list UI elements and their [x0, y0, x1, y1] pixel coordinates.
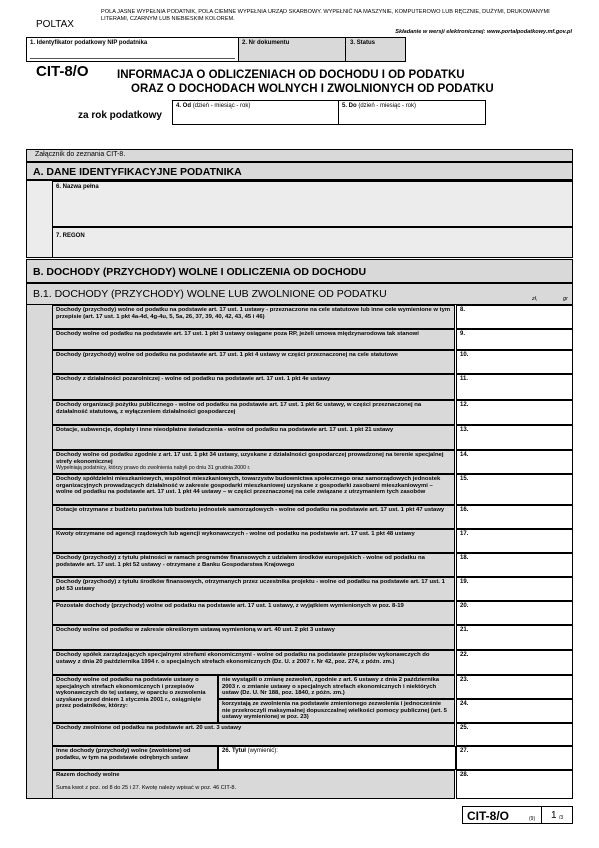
- footer-page-box: [541, 806, 573, 824]
- status-label: 3. Status: [350, 40, 376, 46]
- b1-row-value-field[interactable]: [456, 450, 573, 474]
- b1-row-description: Dochody (przychody) z tytułu środków finansowych, otrzymanych przez uczestnika projektu - wolne od podatku na podstawie art. 17 ust. 1 pkt 53 ustawy: [52, 577, 455, 601]
- row-number: 27.: [460, 748, 469, 754]
- b1-row-value-field[interactable]: [456, 625, 573, 650]
- row-28-value-field[interactable]: [456, 770, 573, 799]
- b1-row-value-field[interactable]: [456, 529, 573, 553]
- title-field-label-wrap: [222, 748, 278, 754]
- row-number: 12.: [460, 402, 469, 408]
- row-25-description: Dochody zwolnione od podatku na podstawie art. 20 ust. 3 ustawy: [52, 723, 455, 746]
- b1-row-description: Dochody spółdzielni mieszkaniowych, wspólnot mieszkaniowych, towarzystw budownictwa społecznego oraz samorządowych jednostek organizacyjnych prowadzących działalność w zakresie gospodarki mieszkaniowej uzyskane z gospodarki zasobami mieszkaniowymi – wolne od podatku na podstawie art. 17 ust. 1 pkt 44 ustawy – w części przeznaczonej na cele związane z utrzymaniem tych zasobów: [52, 474, 455, 505]
- period-to-label: 5. Do: [342, 103, 357, 109]
- row-number: 10.: [460, 352, 469, 358]
- row-27-value-field[interactable]: [456, 746, 573, 770]
- period-to-hint: (dzień - miesiąc - rok): [358, 103, 417, 109]
- b1-row-value-field[interactable]: [456, 650, 573, 675]
- row-number: 13.: [460, 427, 469, 433]
- fill-instructions: [101, 9, 571, 22]
- nip-label: 1. Identyfikator podatkowy NIP podatnika: [30, 40, 148, 46]
- total-exempt-title: Razem dochody wolne: [56, 772, 120, 778]
- b1-row-description: Dochody (przychody) z tytułu płatności w ramach programów finansowych z udziałem środków europejskich - wolne od podatku na podstawie art. 17 ust. 1 pkt 52 ustawy - otrzymane z Banku Gospodarstwa Krajowego: [52, 553, 455, 577]
- b1-row-value-field[interactable]: [456, 474, 573, 505]
- tax-year-label: za rok podatkowy: [78, 110, 162, 121]
- row-24-description: korzystają ze zwolnienia na podstawie zmienionego zezwolenia i jednocześnie nie przekroczyli maksymalnej dopuszczalnej wielkości pomocy publicznej (art. 5 ustawy wymienionej w poz. 23): [218, 699, 455, 723]
- b1-row-value-field[interactable]: [456, 425, 573, 450]
- regon-field[interactable]: [52, 227, 573, 258]
- sse-permits-description: Dochody wolne od podatku na podstawie ustawy o specjalnych strefach ekonomicznych i przepisów wykonawczych do tej ustawy, w oparciu o zezwolenia uzyskane przed dniem 1 stycznia 2001 r., osiągnięte przez podatników, którzy:: [52, 675, 218, 723]
- footer-page-number: 1: [551, 810, 557, 821]
- b1-row-value-field[interactable]: [456, 577, 573, 601]
- row-number: 8.: [460, 307, 466, 313]
- footer-page-total: /3: [559, 815, 564, 821]
- row-number: 17.: [460, 531, 469, 537]
- total-exempt-description: [52, 770, 455, 799]
- period-from-label-wrap: [176, 103, 250, 109]
- b1-row-description: Dotacje, subwencje, dopłaty i inne nieodpłatne świadczenia - wolne od podatku na podstawie art. 17 ust. 1 pkt 21 ustawy: [52, 425, 455, 450]
- b1-row-value-field[interactable]: [456, 553, 573, 577]
- row-23-description: nie wystąpili o zmianę zezwoleń, zgodnie z art. 6 ustawy z dnia 2 października 2003 r. o zmianie ustawy o specjalnych strefach ekonomicznych i niektórych ustaw (Dz. U. Nr 188, poz. 1840, z późn. zm.): [218, 675, 455, 699]
- b1-row-value-field[interactable]: [456, 305, 573, 329]
- currency-gr-label: gr: [563, 296, 568, 302]
- regon-label: 7. REGON: [56, 233, 85, 239]
- other-income-title-field[interactable]: [218, 746, 456, 770]
- title-field-hint: (wymienić):: [247, 748, 278, 754]
- row-number: 16.: [460, 507, 469, 513]
- other-income-description: Inne dochody (przychody) wolne (zwolnione) od podatku, w tym na podstawie odrębnych ustaw: [52, 746, 218, 770]
- section-b1-header: [26, 283, 573, 305]
- nip-field[interactable]: [26, 37, 239, 62]
- b1-row-description: Dochody z działalności pozarolniczej - wolne od podatku na podstawie art. 17 ust. 1 pkt 4e ustawy: [52, 374, 455, 400]
- b1-row-value-field[interactable]: [456, 601, 573, 625]
- section-a-title: A. DANE IDENTYFIKACYJNE PODATNIKA: [33, 166, 242, 178]
- b1-row-description: Kwoty otrzymane od agencji rządowych lub agencji wykonawczych - wolne od podatku na podstawie art. 17 ust. 1 pkt 48 ustawy: [52, 529, 455, 553]
- full-name-label: 6. Nazwa pełna: [56, 184, 99, 190]
- b1-row-value-field[interactable]: [456, 350, 573, 374]
- section-b-title: B. DOCHODY (PRZYCHODY) WOLNE I ODLICZENIA OD DOCHODU: [33, 266, 367, 278]
- attachment-note-bar: [26, 149, 573, 162]
- row-number: 14.: [460, 452, 469, 458]
- total-exempt-note: Suma kwot z poz. od 8 do 25 i 27. Kwotę należy wpisać w poz. 46 CIT-8.: [56, 784, 237, 791]
- row-number: 28.: [460, 772, 469, 778]
- row-25-value-field[interactable]: [456, 723, 573, 746]
- nip-digit-ticks: [30, 55, 235, 59]
- row-number: 20.: [460, 603, 469, 609]
- section-b-left-margin: [26, 305, 53, 799]
- b1-row-description: Dochody (przychody) wolne od podatku na podstawie art. 17 ust. 1 pkt 4 ustawy w części przeznaczonej na cele statutowe: [52, 350, 455, 374]
- row-number: 19.: [460, 579, 469, 585]
- electronic-note: Składanie w wersji elektronicznej: www.portalpodatkowy.mf.gov.pl: [395, 29, 572, 35]
- status-field: [345, 37, 406, 62]
- row-subtext: Wypełniają podatnicy, którzy prawo do zwolnienia nabyli po dniu 31 grudnia 2000 r.: [56, 465, 251, 472]
- row-23-value-field[interactable]: [456, 675, 573, 699]
- b1-row-description: Dochody wolne od podatku na podstawie art. 17 ust. 1 pkt 3 ustawy osiągane poza RP, jeżeli umowa międzynarodowa tak stanowi: [52, 329, 455, 350]
- doc-number-label: 2. Nr dokumentu: [242, 40, 290, 46]
- b1-row-description: Dochody (przychody) wolne od podatku na podstawie art. 17 ust. 1 ustawy - przeznaczone na cele statutowe lub inne cele wymienione w tym przepisie (art. 17 ust. 1 pkt 4a-4d, 4g-4u, 5, 5a, 26, 37, 39, 40, 42, 43, 45 i 46): [52, 305, 455, 329]
- b1-row-description: Pozostałe dochody (przychody) wolne od podatku na podstawie art. 17 ust. 1 ustawy, z wyjątkiem wymienionych w poz. 8-19: [52, 601, 455, 625]
- doc-number-field: [238, 37, 346, 62]
- b1-row-value-field[interactable]: [456, 505, 573, 529]
- row-number: 25.: [460, 725, 469, 731]
- footer-form-code: CIT-8/O: [467, 809, 510, 823]
- form-title-line2: ORAZ O DOCHODACH WOLNYCH I ZWOLNIONYCH OD PODATKU: [131, 83, 494, 95]
- form-code: CIT-8/O: [36, 63, 89, 80]
- b1-row-description: Dochody wolne od podatku zgodnie z art. 17 ust. 1 pkt 34 ustawy, uzyskane z działalności gospodarczej prowadzonej na terenie specjalnej strefy ekonomicznej Wypełniają podatnicy, którzy prawo do zwolnienia nabyli po dniu 31 grudnia 2000 r.: [52, 450, 455, 474]
- row-number: 24.: [460, 701, 469, 707]
- footer-form-code-box: [462, 806, 542, 824]
- instructions-text: POLA JASNE WYPEŁNIA PODATNIK, POLA CIEMNE WYPEŁNIA URZĄD SKARBOWY. WYPEŁNIĆ NA MASZYNIE, KOMPUTEROWO LUB RĘCZNIE, DUŻYMI, DRUKOWANYMI LITERAMI, CZARNYM LUB NIEBIESKIM KOLOREM.: [101, 9, 550, 22]
- period-from-hint: (dzień - miesiąc - rok): [192, 103, 251, 109]
- section-b-header: [26, 259, 573, 283]
- period-from-field[interactable]: [172, 100, 339, 125]
- period-from-label: 4. Od: [176, 103, 192, 109]
- poltax-brand: POLTAX: [36, 19, 74, 30]
- footer-form-version: (9): [529, 816, 536, 822]
- row-number: 15.: [460, 476, 469, 482]
- b1-row-description: Dochody spółek zarządzających specjalnymi strefami ekonomicznymi - wolne od podatku na podstawie przepisów wykonawczych do ustawy z dnia 20 października 1994 r. o specjalnych strefach ekonomicznych (Dz. U. z 2007 r. Nr 42, poz. 274, z późn. zm.): [52, 650, 455, 675]
- row-number: 11.: [460, 376, 469, 382]
- title-field-label: 26. Tytuł: [222, 748, 246, 754]
- b1-row-value-field[interactable]: [456, 374, 573, 400]
- b1-row-description: Dotacje otrzymane z budżetu państwa lub budżetu jednostek samorządowych - wolne od podatku na podstawie art. 17 ust. 1 pkt 47 ustawy: [52, 505, 455, 529]
- form-title-line1: INFORMACJA O ODLICZENIACH OD DOCHODU I OD PODATKU: [117, 69, 465, 81]
- b1-row-description: Dochody organizacji pożytku publicznego - wolne od podatku na podstawie art. 17 ust. 1 pkt 6c ustawy, w części przeznaczonej na działalność statutową, z wyłączeniem działalności gospodarczej: [52, 400, 455, 425]
- period-to-field[interactable]: [338, 100, 486, 125]
- b1-row-description: Dochody wolne od podatku w zakresie określonym ustawą wymienioną w art. 40 ust. 2 pkt 3 ustawy: [52, 625, 455, 650]
- row-number: 21.: [460, 627, 469, 633]
- section-b1-title: B.1. DOCHODY (PRZYCHODY) WOLNE LUB ZWOLNIONE OD PODATKU: [33, 288, 387, 300]
- row-24-value-field[interactable]: [456, 699, 573, 723]
- row-number: 18.: [460, 555, 469, 561]
- currency-zl-label: zł,: [532, 296, 538, 302]
- b1-row-value-field[interactable]: [456, 400, 573, 425]
- full-name-field[interactable]: [52, 181, 573, 227]
- period-to-label-wrap: [342, 103, 416, 109]
- b1-row-value-field[interactable]: [456, 329, 573, 350]
- row-number: 23.: [460, 677, 469, 683]
- row-number: 22.: [460, 652, 469, 658]
- attachment-note: Załącznik do zeznania CIT-8.: [35, 151, 126, 158]
- section-a-header: [26, 162, 573, 180]
- row-number: 9.: [460, 331, 466, 337]
